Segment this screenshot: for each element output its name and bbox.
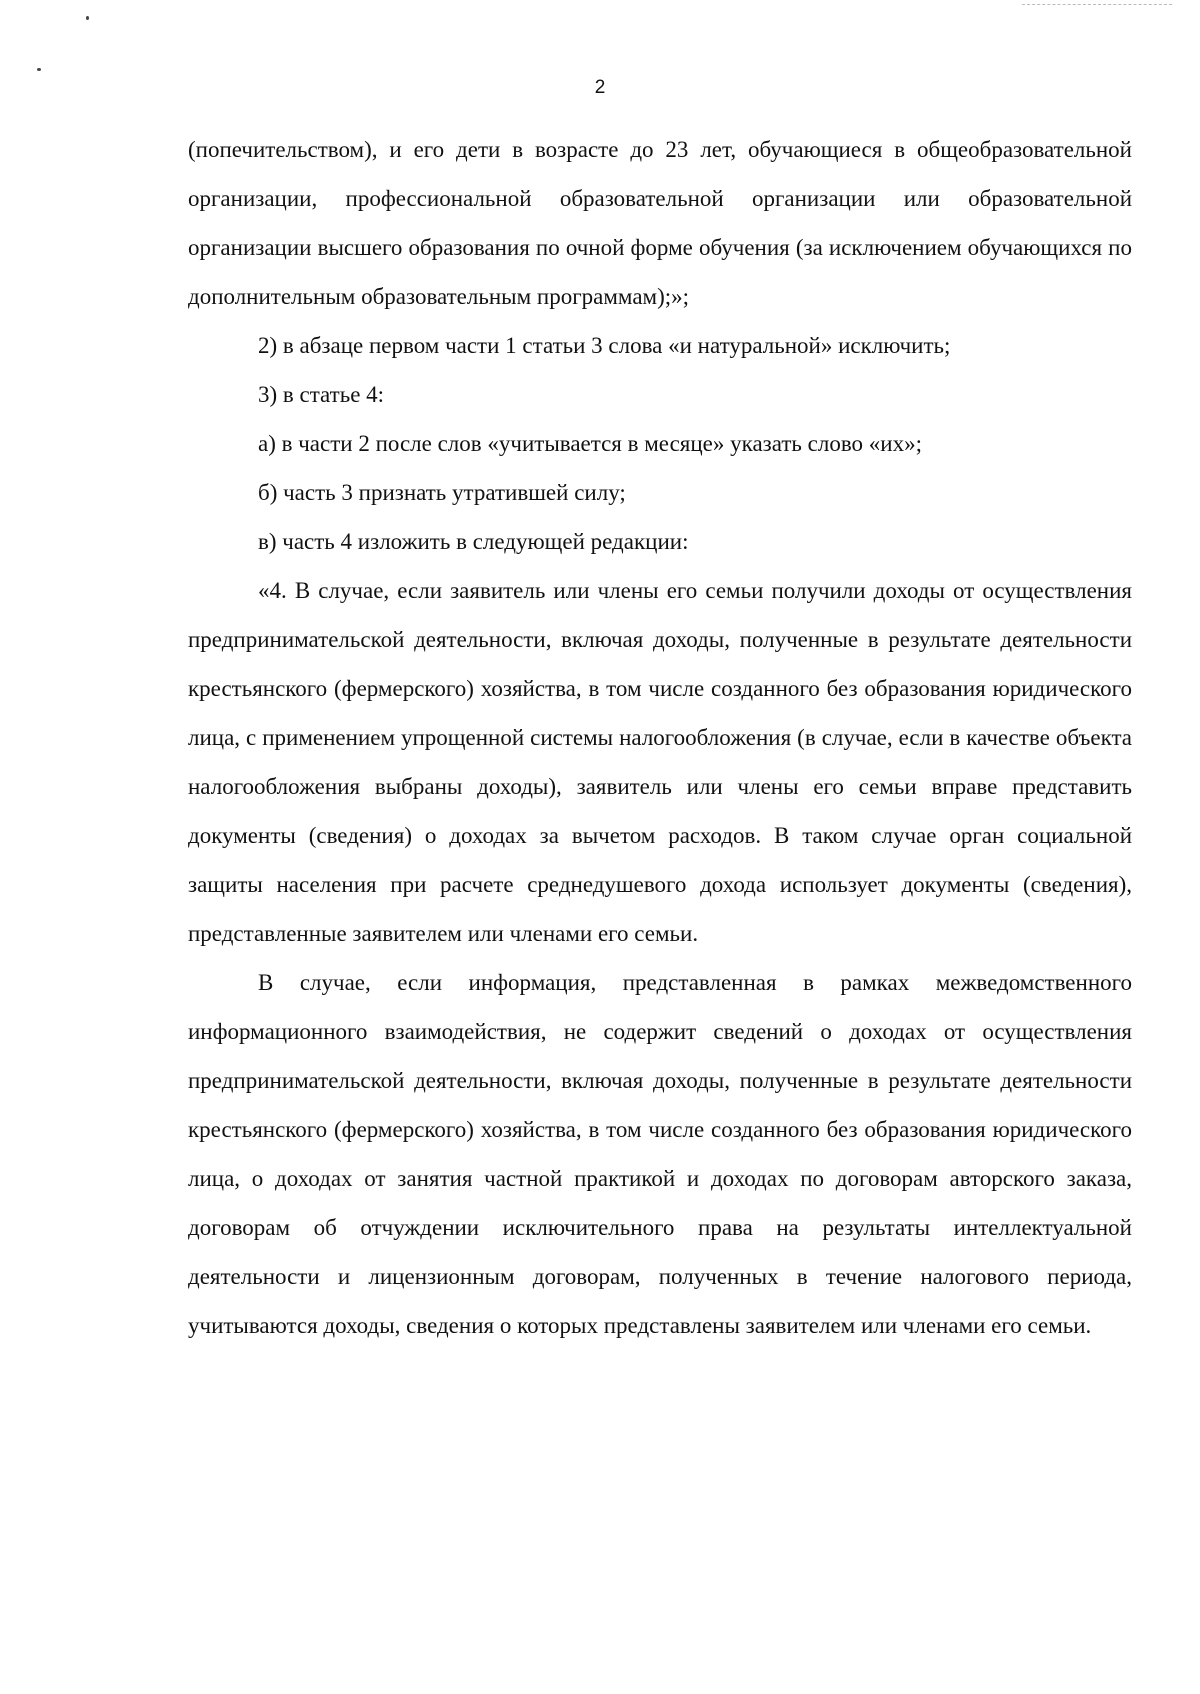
document-body	[188, 125, 1132, 1350]
paragraph-subitem-b: б) часть 3 признать утратившей силу;	[258, 480, 626, 505]
paragraph-subitem-a: а) в части 2 после слов «учитывается в месяце» указать слово «их»;	[258, 431, 922, 456]
paragraph-item-2: 2) в абзаце первом части 1 статьи 3 слова «и натуральной» исключить;	[258, 333, 951, 358]
page-number: 2	[594, 77, 606, 98]
scan-speck	[86, 16, 89, 20]
paragraph-subitem-v: в) часть 4 изложить в следующей редакции:	[258, 529, 689, 554]
paragraph-item-3: 3) в статье 4:	[258, 382, 385, 407]
paragraph-part-4: «4. В случае, если заявитель или члены его семьи получили доходы от осуществления предпринимательской деятельности, включая доходы, полученные в результате деятельности крестьянского (фермерского) хозяйства, в том числе созданного без образования юридического лица, с применением упрощенной системы налогообложения (в случае, если в качестве объекта налогообложения выбраны доходы), заявитель или члены его семьи вправе представить документы (сведения) о доходах за вычетом расходов. В таком случае орган социальной защиты населения при расчете среднедушевого дохода использует документы (сведения), представленные заявителем или членами его семьи.	[188, 578, 1132, 946]
scan-edge-mark	[1022, 4, 1172, 5]
paragraph-part-4-continued: В случае, если информация, представленная в рамках межведомственного информационного взаимодействия, не содержит сведений о доходах от осуществления предпринимательской деятельности, включая доходы, полученные в результате деятельности крестьянского (фермерского) хозяйства, в том числе созданного без образования юридического лица, о доходах от занятия частной практикой и доходах по договорам авторского заказа, договорам об отчуждении исключительного права на результаты интеллектуальной деятельности и лицензионным договорам, полученных в течение налогового периода, учитываются доходы, сведения о которых представлены заявителем или членами его семьи.	[188, 970, 1132, 1338]
paragraph-continuation: (попечительством), и его дети в возрасте до 23 лет, обучающиеся в общеобразовательной организации, профессиональной образовательной организации или образовательной организации высшего образования по очной форме обучения (за исключением обучающихся по дополнительным образовательным программам);»;	[188, 137, 1132, 309]
scan-speck	[37, 68, 41, 71]
